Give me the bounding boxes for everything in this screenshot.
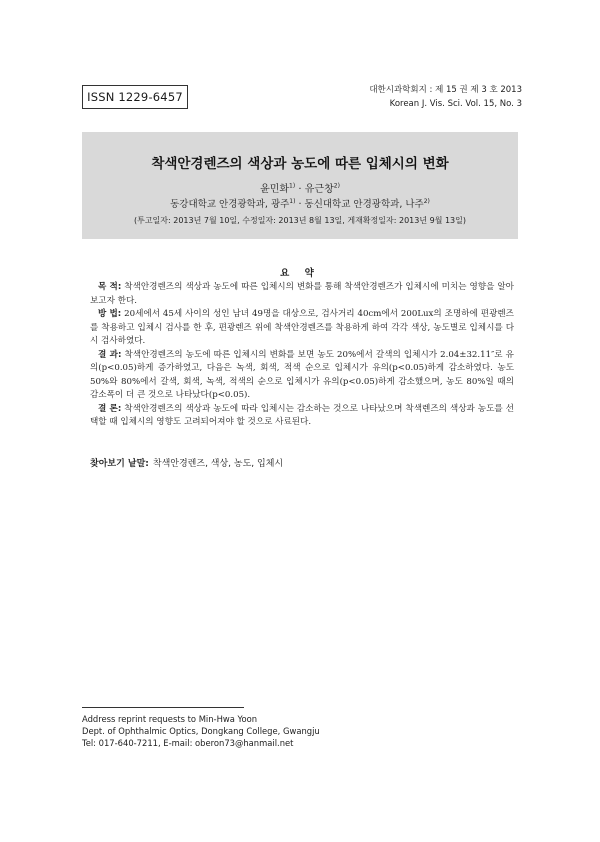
footnote-line-1: Address reprint requests to Min-Hwa Yoon [82, 714, 258, 724]
abstract-text: 20세에서 45세 사이의 성인 남녀 49명을 대상으로, 검사거리 40cm에서 200Lux의 조명하에 편광렌즈를 착용하고 입체시 검사를 한 후, 편광렌즈 위에 착색안경렌즈를 착용하게 하여 각각 색상, 농도별로 입체시를 다시 검사하였다. [90, 309, 514, 346]
abstract-body [90, 281, 514, 430]
affiliation-1-sup: 1) [289, 197, 296, 205]
author-separator: · [295, 184, 305, 195]
journal-english: Korean J. Vis. Sci. Vol. 15, No. 3 [389, 99, 522, 109]
footnote-line-2: Dept. of Ophthalmic Optics, Dongkang College, Gwangju [82, 726, 320, 736]
footnote-line-3: Tel: 017-640-7211, E-mail: oberon73@hanmail.net [82, 738, 294, 748]
abstract-label: 방 법: [98, 309, 122, 319]
abstract-text: 착색안경렌즈의 색상과 농도에 따른 입체시의 변화를 통해 착색안경렌즈가 입체시에 미치는 영향을 알아보고자 한다. [90, 282, 514, 306]
abstract-label: 결 과: [98, 349, 122, 360]
keywords-text: 착색안경렌즈, 색상, 농도, 입체시 [152, 459, 284, 469]
abstract-label: 결 론: [98, 403, 122, 414]
affiliation-2-sup: 2) [423, 197, 430, 205]
author-line [82, 180, 518, 195]
abstract-heading: 요 약 [280, 268, 320, 279]
submission-dates: (투고일자: 2013년 7월 10일, 수정일자: 2013년 8월 13일, 게재확정일자: 2013년 9월 13일) [133, 216, 466, 225]
abstract-conclusion [90, 403, 514, 430]
abstract-text: 착색안경렌즈의 색상과 농도에 따라 입체시는 감소하는 것으로 나타났으며 착색렌즈의 색상과 농도를 선택할 때 입체시의 영향도 고려되어져야 할 것으로 사료된다. [90, 403, 514, 427]
affiliation-1: 동강대학교 안경광학과, 광주 [170, 199, 290, 210]
footnote-rule [82, 707, 244, 708]
abstract-text: 착색안경렌즈의 농도에 따른 입체시의 변화를 보면 농도 20%에서 갈색의 입체시가 2.04±32.11″로 유의(p<0.05)하게 증가하였고, 다음은 녹색, 회색, 적색 순으로 입체시가 유의(p<0.05)하게 감소하였다. 농도 50%와 80%에서 갈색, 회색, 녹색, 적색의 순으로 입체시가 유의(p<0.05)하게 감소했으며, 농도 80%일 때의 감소폭이 더 큰 것으로 나타났다(p<0.05). [90, 349, 514, 400]
affiliation-line [82, 196, 518, 210]
abstract-methods [90, 308, 514, 349]
journal-korean: 대한시과학회지 : 제 15 권 제 3 호 2013 [369, 85, 522, 95]
abstract-purpose [90, 281, 514, 308]
keywords [90, 456, 514, 469]
issn-box: ISSN 1229-6457 [82, 85, 188, 109]
paper-title: 착색안경렌즈의 색상과 농도에 따른 입체시의 변화 [151, 156, 449, 172]
title-box [82, 132, 518, 239]
affiliation-separator: · [295, 199, 305, 210]
abstract-label: 목 적: [98, 282, 122, 292]
author-1: 윤민화 [260, 184, 290, 195]
author-2: 유근창 [304, 184, 334, 195]
keywords-label: 찾아보기 낱말: [90, 459, 149, 469]
author-1-sup: 1) [289, 182, 296, 190]
abstract-results [90, 349, 514, 403]
journal-info [369, 83, 522, 111]
author-2-sup: 2) [333, 182, 340, 190]
affiliation-2: 동신대학교 안경광학과, 나주 [304, 199, 424, 210]
footnote [82, 713, 320, 749]
